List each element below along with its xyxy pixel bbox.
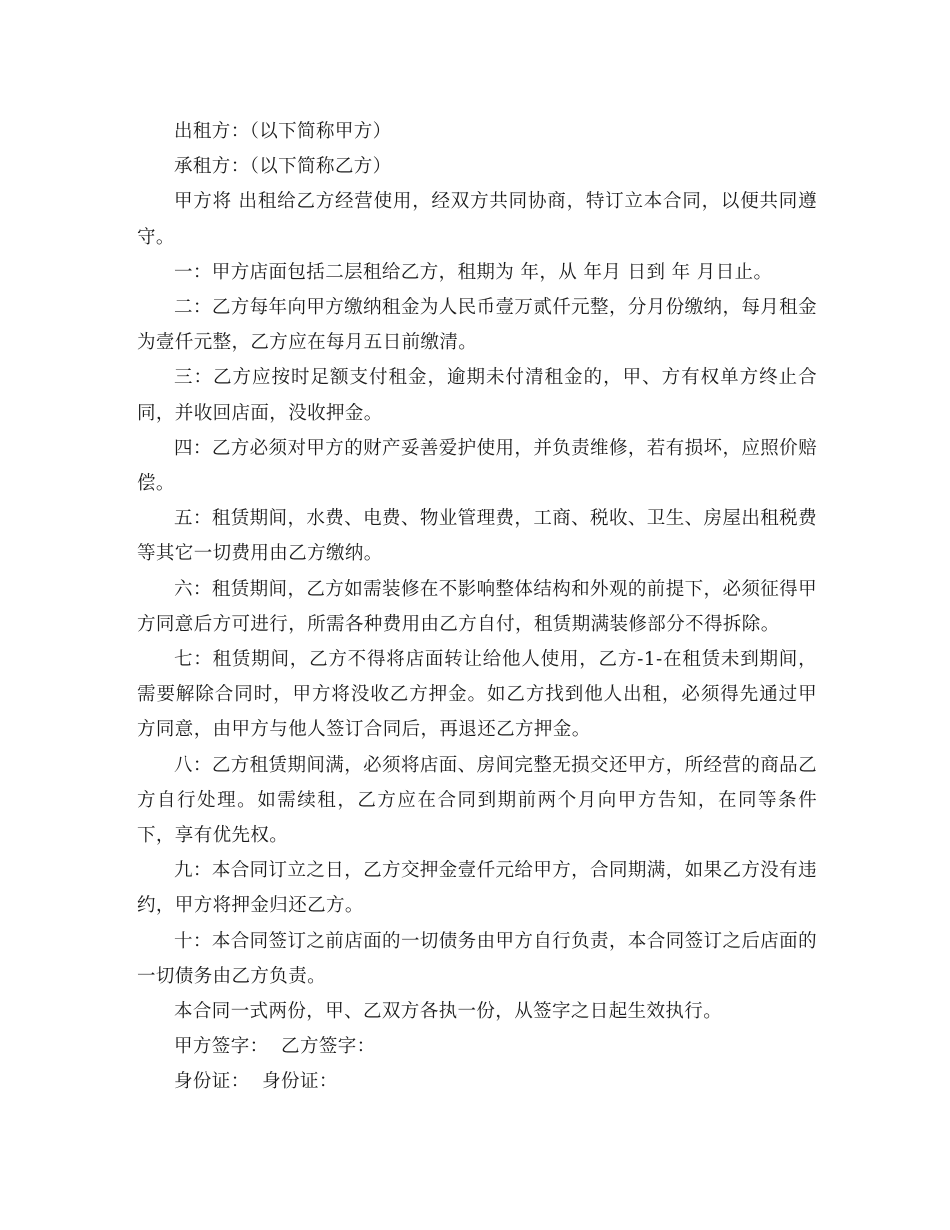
- clause-2: 二：乙方每年向甲方缴纳租金为人民币壹万贰仟元整，分月份缴纳，每月租金为壹仟元整，乙方应在每月五日前缴清。: [137, 297, 817, 354]
- clause-5: 五：租赁期间，水费、电费、物业管理费，工商、税收、卫生、房屋出租税费等其它一切费用由乙方缴纳。: [137, 508, 817, 565]
- lessee-line: 承租方：（以下简称乙方）: [174, 156, 392, 178]
- closing-paragraph: 本合同一式两份，甲、乙双方各执一份，从签字之日起生效执行。: [174, 1001, 723, 1023]
- lessor-line: 出租方：（以下简称甲方）: [174, 121, 392, 142]
- clause-8: 八：乙方租赁期间满，必须将店面、房间完整无损交还甲方，所经营的商品乙方自行处理。如需续租，乙方应在合同到期前两个月向甲方告知，在同等条件下，享有优先权。: [137, 754, 817, 847]
- intro-paragraph: 甲方将 出租给乙方经营使用，经双方共同协商，特订立本合同，以便共同遵守。: [137, 191, 817, 248]
- signature-line: 甲方签字： 乙方签字：: [174, 1036, 376, 1058]
- clause-3: 三：乙方应按时足额支付租金，逾期未付清租金的，甲、方有权单方终止合同，并收回店面，没收押金。: [137, 367, 817, 424]
- clause-4: 四：乙方必须对甲方的财产妥善爱护使用，并负责维修，若有损坏，应照价赔偿。: [137, 437, 817, 495]
- clause-9: 九：本合同订立之日，乙方交押金壹仟元给甲方，合同期满，如果乙方没有违约，甲方将押金归还乙方。: [137, 860, 817, 917]
- clause-6: 六：租赁期间，乙方如需装修在不影响整体结构和外观的前提下，必须征得甲方同意后方可进行，所需各种费用由乙方自付，租赁期满装修部分不得拆除。: [137, 578, 817, 635]
- contract-body: [137, 114, 817, 1100]
- clause-7: 七：租赁期间，乙方不得将店面转让给他人使用，乙方-1-在租赁未到期间，需要解除合同时，甲方将没收乙方押金。如乙方找到他人出租，必须得先通过甲方同意，由甲方与他人签订合同后，再退还乙方押金。: [137, 649, 817, 741]
- clause-10: 十：本合同签订之前店面的一切债务由甲方自行负责，本合同签订之后店面的一切债务由乙方负责。: [137, 930, 817, 987]
- clause-1: 一：甲方店面包括二层租给乙方，租期为 年，从 年月 日到 年 月日止。: [174, 261, 773, 283]
- id-line: 身份证： 身份证：: [174, 1071, 338, 1093]
